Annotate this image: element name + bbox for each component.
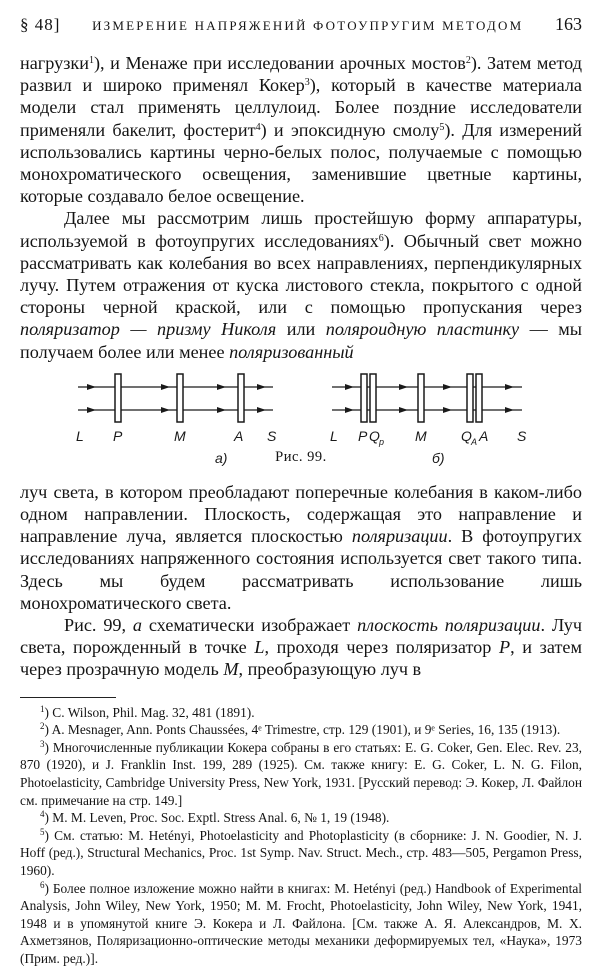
- label-S: S: [517, 427, 527, 444]
- label-M: M: [415, 427, 427, 444]
- label-S: S: [267, 427, 277, 444]
- model-plate: [418, 374, 424, 422]
- footnote-mark: 5: [40, 826, 45, 837]
- text: ). Для измерений использовались картины черно-белых полос, получаемые с помощью монохроматического освещения, заменившие цветные картины, которые создавало белое освещение.: [20, 119, 582, 207]
- text: ). Затем метод развил и широко применял Кокер: [20, 53, 582, 96]
- text: Далее мы рассмотрим лишь простейшую форму аппаратуры, используемой в фотоупругих исследованиях: [20, 208, 582, 251]
- footnote-ref: 3: [304, 77, 310, 89]
- figure-99: [20, 367, 582, 479]
- text: . В фотоупругих исследованиях напряженного состояния используется свет такого типа. Здесь мы будем рассматривать использование лишь монохроматического света.: [20, 526, 582, 613]
- italic-term: P: [499, 637, 511, 658]
- main-text: [20, 52, 582, 681]
- text: луч света, в котором преобладают поперечные колебания в каком-либо одном направлении. Плоскость, содержащая это направление и направление луча, является плоскостью: [20, 481, 582, 547]
- paragraph-2: [20, 207, 582, 362]
- ray-arrowheads: [87, 384, 514, 413]
- footnote-mark: 1: [40, 703, 45, 714]
- italic-term: поляризатор — призму Николя: [20, 319, 277, 340]
- label-Q: Q: [369, 427, 380, 444]
- footnote-ref: 4: [255, 121, 261, 133]
- text: — мы получаем более или менее: [20, 319, 583, 362]
- subscript-p: p: [379, 436, 385, 447]
- footnote-mark: 6: [40, 879, 45, 890]
- text: схематически изображает: [142, 615, 358, 636]
- paragraph-3: [20, 481, 582, 614]
- analyzer-plate: [238, 374, 244, 422]
- text: или: [276, 319, 326, 340]
- panel-label-a: а): [215, 449, 228, 466]
- text: , преобразующую луч в: [238, 659, 422, 680]
- footnote-ref: 6: [378, 232, 384, 244]
- text: ), и Менаже при исследовании арочных мостов: [93, 53, 466, 73]
- footnote: [20, 827, 582, 880]
- quarter-wave-plate: [467, 374, 473, 422]
- text: ), который в качестве материала модели стал применять целлулоид. Более поздние исследователи применяли бакелит, фостерит: [20, 75, 582, 140]
- footnote-text: ) A. Mesnager, Ann. Ponts Chaussées, 4ᵉ Trimestre, стр. 129 (1901), и 9ᵉ Series, 16, 135 (1913).: [44, 722, 561, 738]
- footnote-text: ) Более полное изложение можно найти в книгах: M. Hetényi (ред.) Handbook of Experimental Analysis, John Wiley, New York, 1950; M. M. Frocht, Photoelasticity, John Wiley, New York, 1941, 1948 и в упомянутой книге Э. Кокера и Л. Файлона. [См. также А. Я. Александров, М. Х. Ахметзянов, Поляризационно-оптические методы механики деформируемых тел, «Наука», 1973 (Прим. ред.)].: [20, 880, 582, 966]
- italic-term: L: [254, 637, 265, 658]
- quarter-wave-plate: [370, 374, 376, 422]
- running-header: [20, 14, 582, 46]
- footnote-mark: 3: [40, 738, 45, 749]
- footnote-ref: 1: [88, 55, 94, 66]
- paragraph-1: [20, 52, 582, 207]
- footnote-mark: 2: [40, 721, 45, 732]
- italic-term: поляризованный: [229, 341, 354, 362]
- text: нагрузки: [20, 53, 89, 73]
- paragraph-4: [20, 614, 582, 681]
- footnote-text: ) См. статью: M. Hetényi, Photoelasticity and Photoplasticity (в сборнике: J. N. Goodier, N. J. Hoff (ред.), Structural Mechanics, Proc. 1st Symp. Nav. Struct. Mech., стр. 483—505, Pergamon Press, 1960).: [20, 827, 582, 879]
- text: , проходя через поляризатор: [264, 637, 499, 658]
- section-number: § 48]: [20, 15, 61, 34]
- italic-term: поляризации: [351, 526, 448, 547]
- polarizer-plate: [361, 374, 367, 422]
- text: , и затем через прозрачную модель: [20, 637, 582, 680]
- subscript-A: A: [471, 436, 478, 447]
- italic-term: поляроидную пластинку: [325, 319, 520, 340]
- footnote-ref: 5: [439, 121, 445, 133]
- footnote: [20, 721, 582, 739]
- label-A: A: [234, 427, 244, 444]
- footnote: [20, 880, 582, 968]
- footnote: [20, 809, 582, 827]
- label-Q: Q: [461, 427, 472, 444]
- polarizer-plate: [115, 374, 121, 422]
- analyzer-plate: [476, 374, 482, 422]
- label-A: A: [479, 427, 489, 444]
- text: ) и эпоксидную смолу: [260, 119, 440, 140]
- italic-term: M: [223, 659, 239, 680]
- label-M: M: [174, 427, 186, 444]
- italic-term: а: [132, 615, 142, 636]
- running-title: ИЗМЕРЕНИЕ НАПРЯЖЕНИЙ ФОТОУПРУГИМ МЕТОДОМ: [92, 18, 524, 33]
- label-L: L: [76, 427, 84, 444]
- footnotes: [20, 704, 582, 968]
- italic-term: плоскость поляризации: [357, 615, 541, 636]
- label-P: P: [113, 427, 123, 444]
- page: [20, 14, 582, 968]
- model-plate: [177, 374, 183, 422]
- label-P: P: [358, 427, 368, 444]
- footnote-text: ) Многочисленные публикации Кокера собраны в его статьях: E. G. Coker, Gen. Elec. Rev. 23, 870 (1920), и J. Franklin Inst. 199, 289 (1925). См. также книгу: E. G. Coker, L. N. G. Filon, Photoelasticity, Cambridge University Press, New York, 1931. [Русский перевод: Э. Кокер, Л. Файлон см. примечание на стр. 149.]: [20, 739, 582, 808]
- footnote-ref: 2: [465, 55, 471, 66]
- page-number: 163: [554, 14, 582, 34]
- text: Рис. 99,: [64, 615, 133, 636]
- footnote: [20, 739, 582, 809]
- footnote-mark: 4: [40, 809, 45, 820]
- footnote-divider: [20, 697, 116, 698]
- footnote-text: ) M. M. Leven, Proc. Soc. Exptl. Stress Anal. 6, № 1, 19 (1948).: [44, 810, 390, 826]
- label-L: L: [330, 427, 338, 444]
- panel-label-b: б): [432, 449, 445, 466]
- footnote-text: ) C. Wilson, Phil. Mag. 32, 481 (1891).: [44, 704, 255, 720]
- text: ). Обычный свет можно рассматривать как колебания во всех направлениях, перпендикулярных лучу. Путем отражения от куска листового стекла, покрытого с одной стороны черной краской, или с помощью пропускания через: [20, 230, 582, 318]
- text: . Луч света, порожденный в точке: [20, 615, 583, 658]
- footnote: [20, 704, 582, 722]
- figure-caption: Рис. 99.: [275, 448, 327, 465]
